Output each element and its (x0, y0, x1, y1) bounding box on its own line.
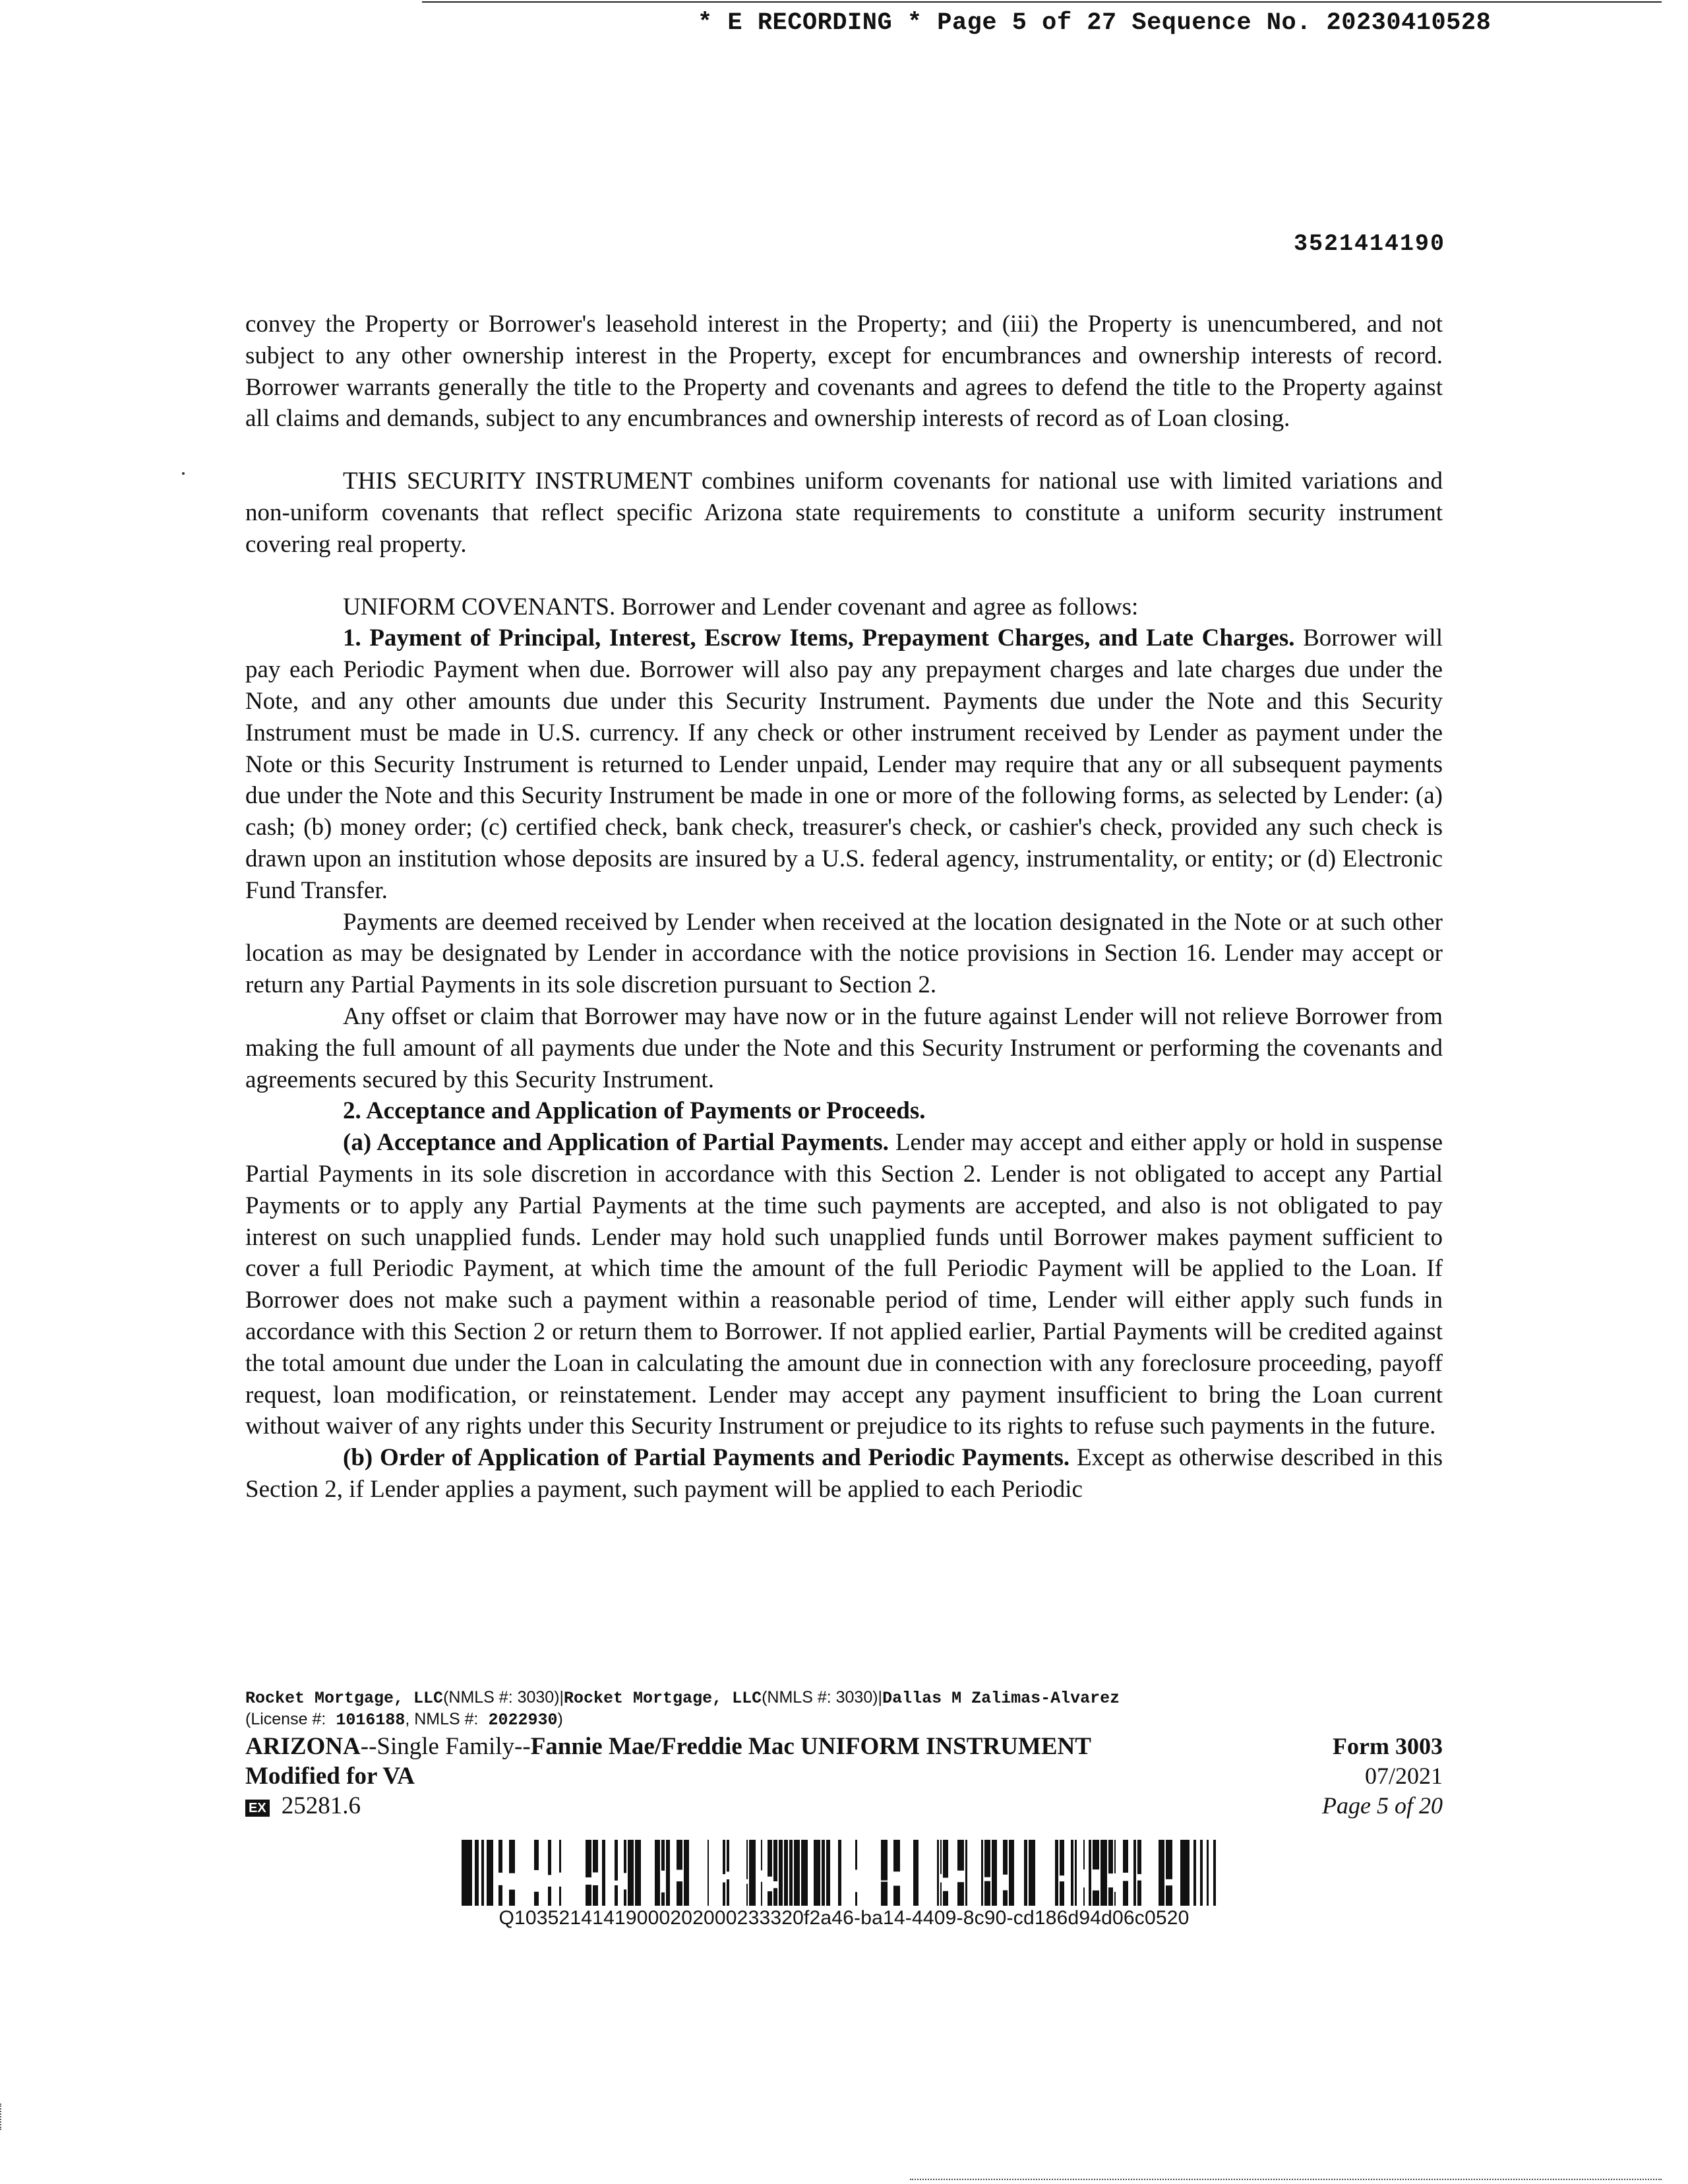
recording-header: * E RECORDING * Page 5 of 27 Sequence No. 20230410528 (698, 9, 1492, 37)
form-number-block (1322, 1732, 1443, 1821)
license-nmls-number: 2022930 (488, 1711, 558, 1730)
property-type: --Single Family-- (360, 1733, 531, 1760)
lender-name-2: Rocket Mortgage, LLC (564, 1689, 762, 1708)
license-close: ) (557, 1710, 563, 1728)
section-2b-heading: (b) Order of Application of Partial Payments and Periodic Payments. (343, 1444, 1070, 1472)
modified-line (245, 1761, 1091, 1791)
paragraph-uniform-covenants: UNIFORM COVENANTS. Borrower and Lender covenant and agree as follows: (343, 593, 1139, 621)
section-2b-text: Except as otherwise described in this Section 2, if Lender applies a payment, such payment will be applied to each Periodic (245, 1444, 1443, 1503)
section-1-payments-received: Payments are deemed received by Lender when received at the location designated in the Note or at such other location as may be designated by Lender in accordance with the notice provisions in Section 16. Lender may accept or return any Partial Payments in its sole discretion pursuant to Section 2. (245, 908, 1443, 999)
doc-code: 25281.6 (281, 1792, 361, 1819)
scan-margin-mark (0, 2104, 5, 2130)
lender-name-1: Rocket Mortgage, LLC (245, 1689, 444, 1708)
license-info-line (245, 1709, 1443, 1730)
loan-number: 3521414190 (1293, 231, 1445, 257)
form-number: Form 3003 (1333, 1733, 1443, 1759)
form-identification-row (245, 1732, 1443, 1821)
section-2a-heading: (a) Acceptance and Application of Partial Payments. (343, 1129, 889, 1157)
barcode-text: Q10352141419000202000233320f2a46-ba14-4409-8c90-cd186d94d06c0520 (498, 1907, 1190, 1929)
barcode-block (462, 1840, 1226, 1929)
section-2a-partial-payments (245, 1127, 1443, 1442)
section-2-heading-paragraph (245, 1095, 1443, 1127)
page-number: Page 5 of 20 (1322, 1792, 1443, 1819)
ellie-mae-ex-icon: EX (245, 1800, 270, 1817)
loan-originator-name: Dallas M Zalimas-Alvarez (882, 1689, 1120, 1708)
document-body (245, 309, 1443, 1505)
license-number: 1016188 (336, 1711, 406, 1730)
section-2a-text: Lender may accept and either apply or hold in suspense Partial Payments in its sole discretion in accordance with this Section 2. Lender is not obligated to accept any Partial Payments or to apply any Partial Payments at the time such payments are accepted, and also is not obligated to pay interest on such unapplied funds. Lender may hold such unapplied funds until Borrower makes payment sufficient to cover a full Periodic Payment, at which time the amount of the full Periodic Payment will be applied to the Loan. If Borrower does not make such a payment within a reasonable period of time, Lender will either apply such funds in accordance with this Section 2 or return them to Borrower. If not applied earlier, Partial Payments will be credited against the total amount due under the Loan in calculating the amount due in connection with any foreclosure proceeding, payoff request, loan modification, or reinstatement. Lender may accept any payment insufficient to bring the Loan current without waiver of any rights under this Security Instrument or prejudice to its rights to refuse such payments in the future. (245, 1129, 1443, 1440)
license-nmls-label: , NMLS #: (405, 1710, 479, 1728)
form-title-line (245, 1732, 1091, 1761)
section-2b-order-of-application (245, 1442, 1443, 1505)
section-2-heading: 2. Acceptance and Application of Payments or Proceeds. (343, 1097, 926, 1125)
paragraph-title-warranty: convey the Property or Borrower's leasehold interest in the Property; and (iii) the Property is unencumbered, and not subject to any other ownership interest in the Property, except for encumbrances and ownership interests of record. Borrower warrants generally the title to the Property and covenants and agrees to defend the title to the Property against all claims and demands, subject to any encumbrances and ownership interests of record as of Loan closing. (245, 311, 1443, 433)
state-name: ARIZONA (245, 1733, 361, 1760)
scan-speck (182, 472, 185, 475)
modified-for-va: Modified for VA (245, 1763, 415, 1790)
paragraph-security-instrument: THIS SECURITY INSTRUMENT combines uniform covenants for national use with limited variations and non-uniform covenants that reflect specific Arizona state requirements to constitute a uniform security instrument covering real property. (245, 468, 1443, 558)
section-1-heading: 1. Payment of Principal, Interest, Escrow Items, Prepayment Charges, and Late Charges. (343, 624, 1295, 652)
section-1-text: Borrower will pay each Periodic Payment when due. Borrower will also pay any prepayment charges and late charges due under the Note, and any other amounts due under this Security Instrument. Payments due under the Note and this Security Instrument must be made in U.S. currency. If any check or other instrument received by Lender as payment under the Note or this Security Instrument is returned to Lender unpaid, Lender may require that any or all subsequent payments due under the Note and this Security Instrument be made in one or more of the following forms, as selected by Lender: (a) cash; (b) money order; (c) certified check, bank check, treasurer's check, or cashier's check, provided any such check is drawn upon an institution whose deposits are insured by a U.S. federal agency, instrumentality, or entity; or (d) Electronic Fund Transfer. (245, 624, 1443, 904)
section-1-payment (245, 622, 1443, 906)
document-footer (245, 1687, 1443, 1821)
bottom-border-line (910, 2179, 1662, 2180)
lender-nmls-2: (NMLS #: 3030)| (762, 1688, 883, 1707)
top-border-line (422, 1, 1662, 3)
form-date: 07/2021 (1364, 1763, 1443, 1789)
doc-code-line (245, 1791, 1091, 1821)
section-1-offset-claim: Any offset or claim that Borrower may have now or in the future against Lender will not relieve Borrower from making the full amount of all payments due under the Note and this Security Instrument or performing the covenants and agreements secured by this Security Instrument. (245, 1002, 1443, 1093)
license-label: (License #: (245, 1710, 326, 1728)
document-barcode (462, 1840, 1220, 1906)
lender-nmls-1: (NMLS #: 3030)| (443, 1688, 564, 1707)
instrument-title: Fannie Mae/Freddie Mac UNIFORM INSTRUMENT (530, 1733, 1091, 1760)
form-title-block (245, 1732, 1091, 1821)
lender-info-line (245, 1687, 1443, 1709)
